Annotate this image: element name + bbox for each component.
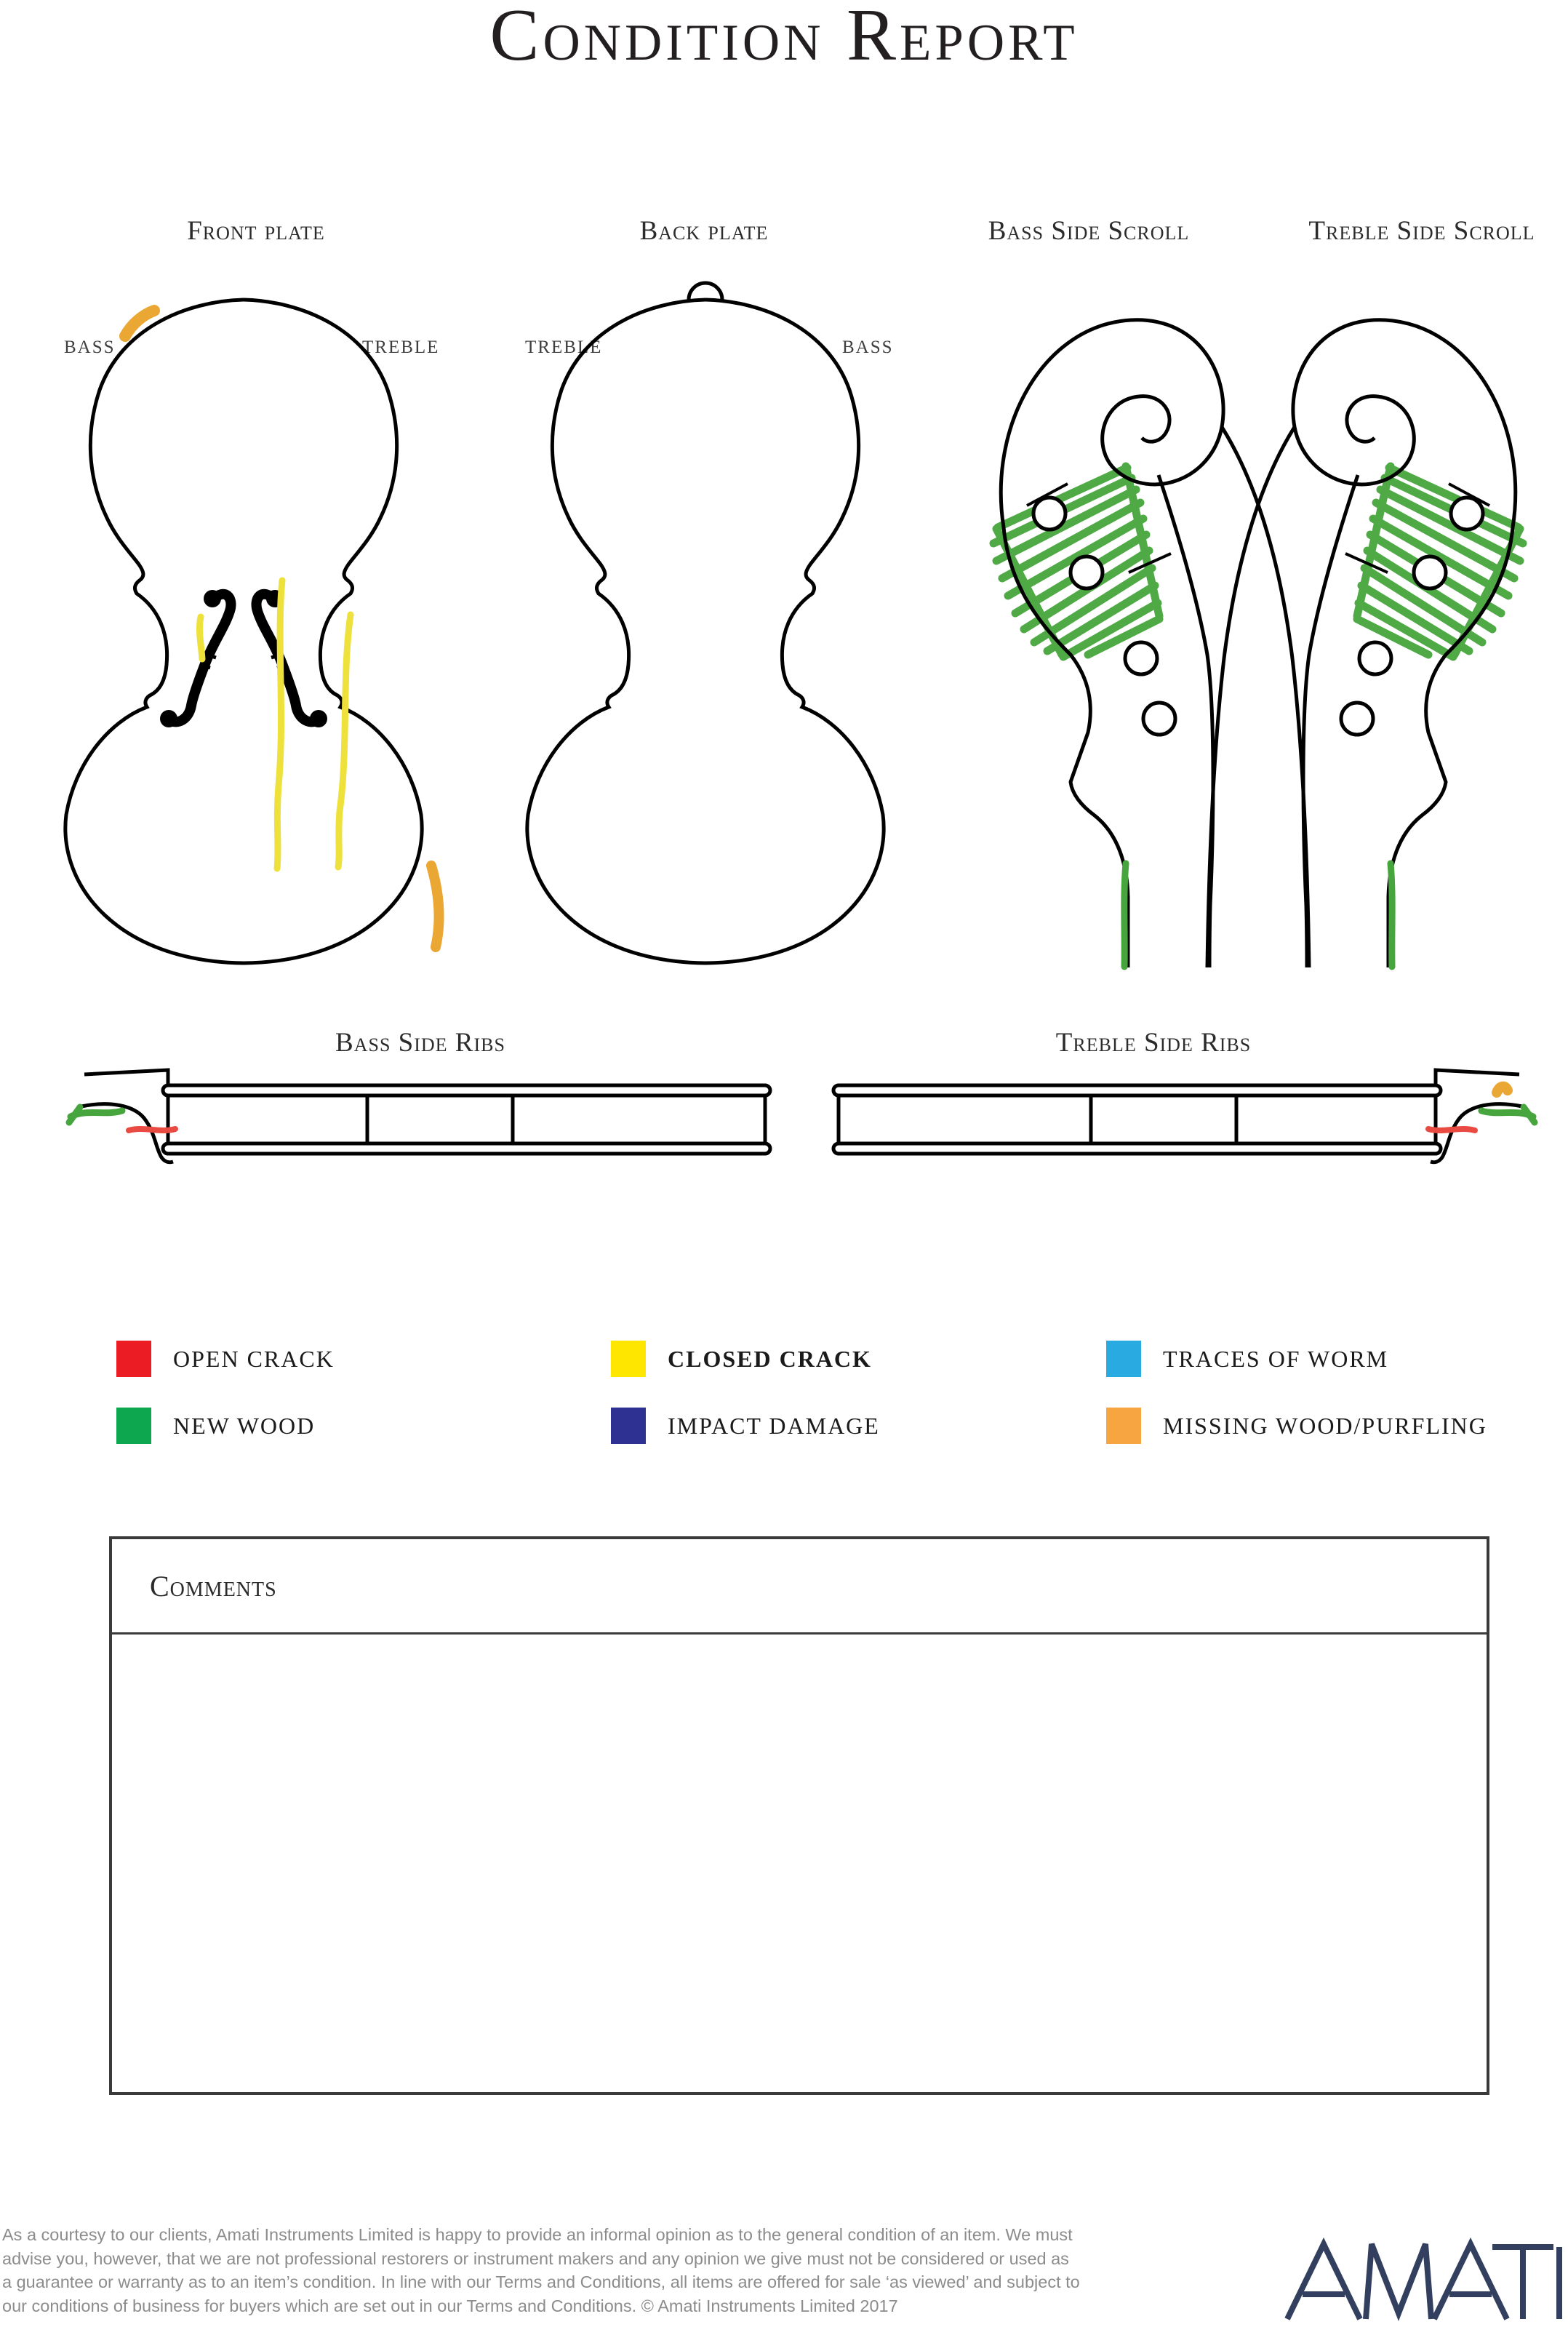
missing-wood-mark bbox=[125, 311, 154, 336]
legend-label: TRACES OF WORM bbox=[1163, 1345, 1389, 1372]
f-hole bbox=[257, 590, 327, 727]
traces-of-worm-swatch bbox=[1106, 1341, 1141, 1377]
bass-ribs-drawing bbox=[69, 1070, 770, 1162]
heading-front-plate: Front plate bbox=[187, 216, 325, 246]
page-title: Condition Report bbox=[489, 0, 1079, 76]
amati-logo-text bbox=[1287, 2244, 1568, 2324]
closed-crack-mark bbox=[338, 615, 351, 867]
comments-heading: Comments bbox=[112, 1539, 1487, 1635]
comments-box bbox=[109, 1536, 1489, 2095]
disclaimer-line: advise you, however, that we are not professional restorers or instrument makers and any opinion we give must not be considered or used as bbox=[2, 2248, 1069, 2268]
back-plate-treble-label: TREBLE bbox=[525, 338, 603, 357]
closed-crack-mark bbox=[277, 580, 282, 869]
back-plate-drawing bbox=[527, 283, 884, 963]
legend-label: IMPACT DAMAGE bbox=[668, 1412, 880, 1439]
treble-ribs-drawing bbox=[833, 1070, 1535, 1162]
legend-label: OPEN CRACK bbox=[173, 1345, 335, 1372]
heading-bass-scroll: Bass Side Scroll bbox=[988, 216, 1190, 246]
treble-scroll-drawing bbox=[1207, 320, 1523, 967]
violin-body-outline bbox=[65, 300, 422, 963]
comments-body bbox=[112, 1635, 1487, 2092]
closed-crack-swatch bbox=[611, 1341, 646, 1377]
legend-item-missing-wood bbox=[1106, 1408, 1487, 1444]
bass-scroll-drawing bbox=[993, 320, 1309, 967]
heading-treble-ribs: Treble Side Ribs bbox=[1055, 1028, 1252, 1058]
heading-treble-scroll: Treble Side Scroll bbox=[1308, 216, 1535, 246]
legend-item-closed-crack bbox=[611, 1341, 872, 1377]
new-wood-swatch bbox=[116, 1408, 151, 1444]
legend-item-new-wood bbox=[116, 1408, 315, 1444]
legend-item-traces-of-worm bbox=[1106, 1341, 1388, 1377]
disclaimer-line: As a courtesy to our clients, Amati Instruments Limited is happy to provide an informal opinion as to the general condition of an item. We must bbox=[2, 2225, 1073, 2244]
disclaimer-text bbox=[2, 2223, 1080, 2318]
front-plate-bass-label: BASS bbox=[64, 338, 116, 357]
disclaimer-line: a guarantee or warranty as to an item’s condition. In line with our Terms and Conditions, all items are offered for sale ‘as viewed’ and subject to bbox=[2, 2272, 1080, 2291]
legend-label: CLOSED CRACK bbox=[668, 1345, 872, 1372]
front-plate-drawing bbox=[65, 300, 422, 963]
open-crack-swatch bbox=[116, 1341, 151, 1377]
missing-wood-mark bbox=[1497, 1087, 1508, 1093]
back-plate-button bbox=[689, 283, 722, 300]
open-crack-mark bbox=[129, 1129, 175, 1130]
missing-wood-mark bbox=[431, 866, 439, 947]
heading-back-plate: Back plate bbox=[639, 216, 769, 246]
impact-damage-swatch bbox=[611, 1408, 646, 1444]
new-wood-mark bbox=[1124, 863, 1126, 967]
new-wood-mark bbox=[69, 1107, 122, 1122]
disclaimer-line: our conditions of business for buyers which are set out in our Terms and Conditions. © Amati Instruments Limited 2017 bbox=[2, 2296, 898, 2315]
front-plate-treble-label: TREBLE bbox=[362, 338, 440, 357]
missing-wood-swatch bbox=[1106, 1408, 1141, 1444]
scroll-outline bbox=[1001, 320, 1309, 967]
legend-label: MISSING WOOD/PURFLING bbox=[1163, 1412, 1487, 1439]
heading-bass-ribs: Bass Side Ribs bbox=[335, 1028, 505, 1058]
legend-item-open-crack bbox=[116, 1341, 335, 1377]
legend-item-impact-damage bbox=[611, 1408, 880, 1444]
legend-label: NEW WOOD bbox=[173, 1412, 316, 1439]
closed-crack-mark bbox=[199, 617, 202, 659]
back-plate-bass-label: BASS bbox=[842, 338, 894, 357]
